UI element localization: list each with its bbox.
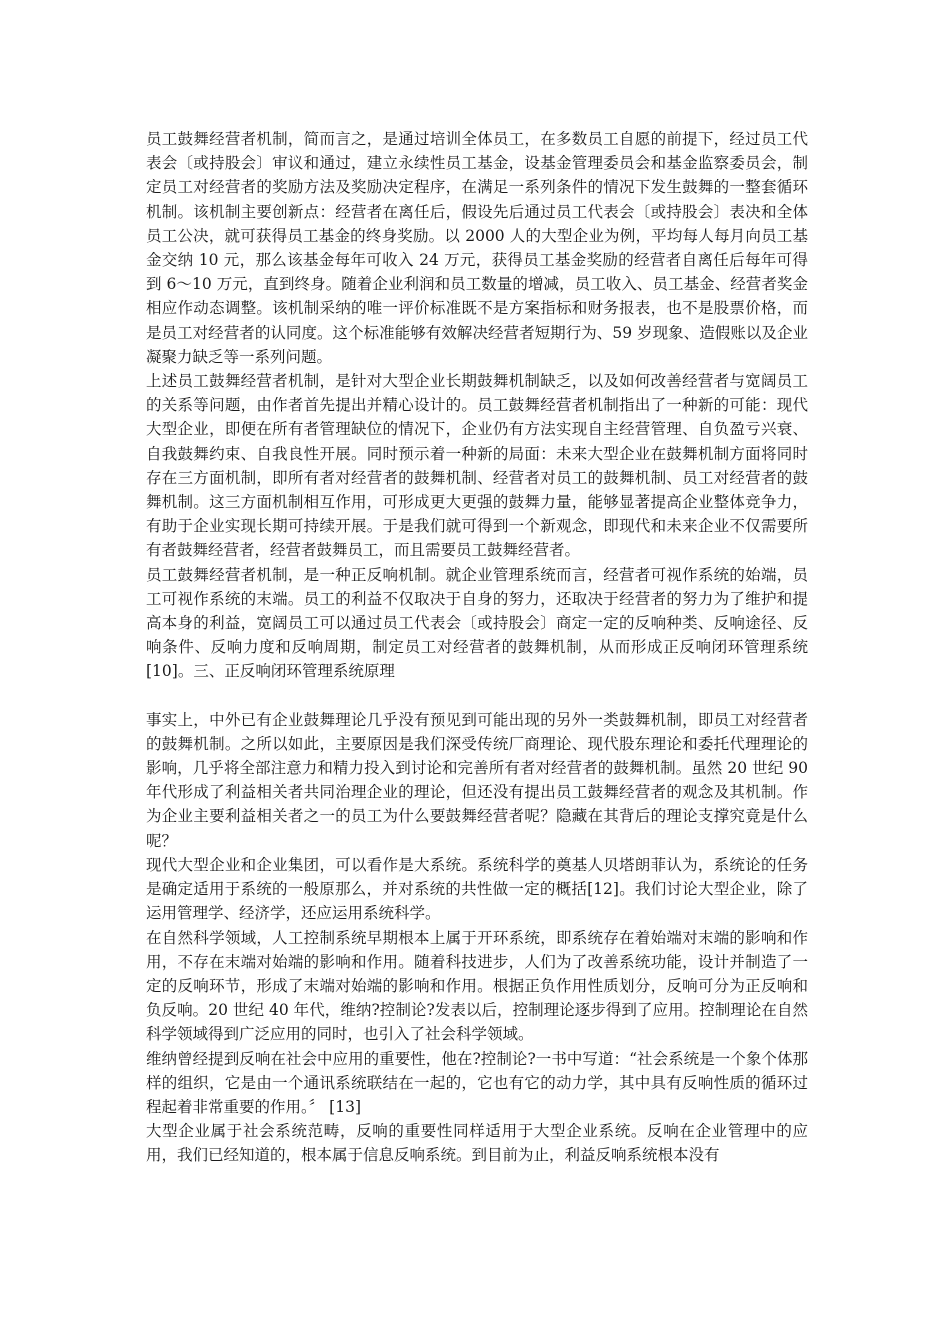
paragraph-control-systems: 在自然科学领域，人工控制系统早期根本上属于开环系统，即系统存在着始端对末端的影响和作用，不存在末端对始端的影响和作用。随着科技进步，人们为了改善系统功能，设计并制造了一定的反响环节，形成了末端对始端的影响和作用。根据正负作用性质划分，反响可分为正反响和负反响。20 世纪 40 年代，维纳?控制论?发表以后，控制理论逐步得到了应用。控制理论在自然科学领域得到广泛应用的同时，也引入了社会科学领域。 <box>146 928 808 1044</box>
document-body <box>146 127 808 1168</box>
paragraph-theory-background: 事实上，中外已有企业鼓舞理论几乎没有预见到可能出现的另外一类鼓舞机制，即员工对经营者的鼓舞机制。之所以如此，主要原因是我们深受传统厂商理论、现代股东理论和委托代理理论的影响，几乎将全部注意力和精力投入到讨论和完善所有者对经营者的鼓舞机制。虽然 20 世纪 90 年代形成了利益相关者共同治理企业的理论，但还没有提出员工鼓舞经营者的观念及其机制。作为企业主要利益相关者之一的员工为什么要鼓舞经营者呢？隐藏在其背后的理论支撑究竟是什么呢？ <box>146 710 808 850</box>
paragraph-enterprise-feedback: 大型企业属于社会系统范畴，反响的重要性同样适用于大型企业系统。反响在企业管理中的应用，我们已经知道的，根本属于信息反响系统。到目前为止，利益反响系统根本没有 <box>146 1122 808 1165</box>
paragraph-system-science: 现代大型企业和企业集团，可以看作是大系统。系统科学的奠基人贝塔朗菲认为，系统论的任务是确定适用于系统的一般原那么，并对系统的共性做一定的概括[12]。我们讨论大型企业，除了运用管理学、经济学，还应运用系统科学。 <box>146 855 808 923</box>
paragraph-employee-incentive-definition: 员工鼓舞经营者机制，简而言之，是通过培训全体员工，在多数员工自愿的前提下，经过员工代表会〔或持股会〕审议和通过，建立永续性员工基金，设基金管理委员会和基金监察委员会，制定员工对经营者的奖励方法及奖励决定程序，在满足一系列条件的情况下发生鼓舞的一整套循环机制。该机制主要创新点：经营者在离任后，假设先后通过员工代表会〔或持股会〕表决和全体员工公决，就可获得员工基金的终身奖励。以 2000 人的大型企业为例，平均每人每月向员工基金交纳 10 元，那么该基金每年可收入 24 万元，获得员工基金奖励的经营者自离任后每年可得到 6～10 万元，直到终身。随着企业利润和员工数量的增减，员工收入、员工基金、经营者奖金相应作动态调整。该机制采纳的唯一评价标准既不是方案指标和财务报表，也不是股票价格，而是员工对经营者的认同度。这个标准能够有效解决经营者短期行为、59 岁现象、造假账以及企业凝聚力缺乏等一系列问题。 <box>146 130 808 366</box>
paragraph-mechanism-significance: 上述员工鼓舞经营者机制，是针对大型企业长期鼓舞机制缺乏，以及如何改善经营者与宽阔员工的关系等问题，由作者首先提出并精心设计的。员工鼓舞经营者机制指出了一种新的可能：现代大型企业，即便在所有者管理缺位的情况下，企业仍有方法实现自主经营管理、自负盈亏兴衰、自我鼓舞约束、自我良性开展。同时预示着一种新的局面：未来大型企业在鼓舞机制方面将同时存在三方面机制，即所有者对经营者的鼓舞机制、经营者对员工的鼓舞机制、员工对经营者的鼓舞机制。这三方面机制相互作用，可形成更大更强的鼓舞力量，能够显著提高企业整体竞争力，有助于企业实现长期可持续开展。于是我们就可得到一个新观念，即现代和未来企业不仅需要所有者鼓舞经营者，经营者鼓舞员工，而且需要员工鼓舞经营者。 <box>146 372 808 560</box>
paragraph-wiener-quote: 维纳曾经提到反响在社会中应用的重要性，他在?控制论?一书中写道：“社会系统是一个象个体那样的组织，它是由一个通讯系统联结在一起的，它也有它的动力学，其中具有反响性质的循环过程起着非常重要的作用。〞 [13] <box>146 1049 808 1116</box>
paragraph-positive-feedback-mechanism: 员工鼓舞经营者机制，是一种正反响机制。就企业管理系统而言，经营者可视作系统的始端，员工可视作系统的末端。员工的利益不仅取决于自身的努力，还取决于经营者的努力为了维护和提高本身的利益，宽阔员工可以通过员工代表会〔或持股会〕商定一定的反响种类、反响途径、反响条件、反响力度和反响周期，制定员工对经营者的鼓舞机制，从而形成正反响闭环管理系统[10]。三、正反响闭环管理系统原理 <box>146 565 808 681</box>
